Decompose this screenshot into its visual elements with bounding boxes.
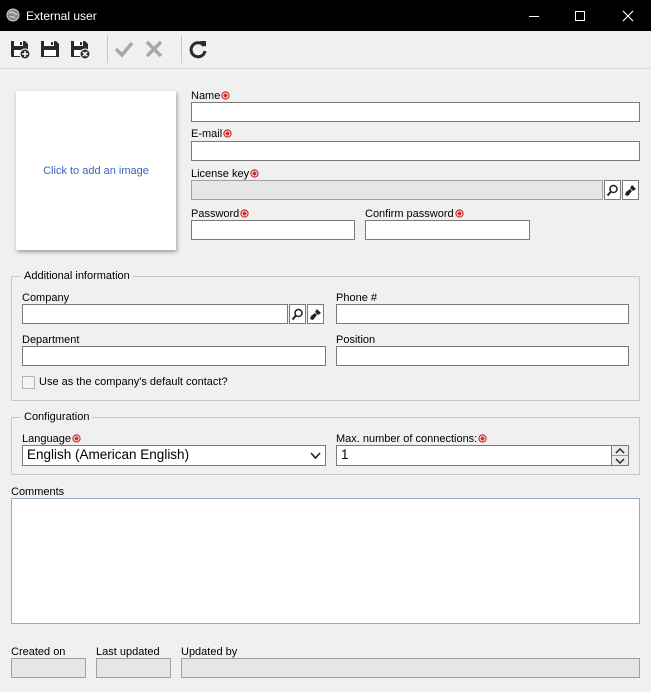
created-on-label: Created on — [11, 646, 66, 658]
required-icon — [250, 169, 259, 178]
last-updated-input — [96, 658, 171, 678]
position-label: Position — [336, 334, 376, 346]
add-image-box[interactable] — [16, 91, 176, 250]
chevron-up-icon — [615, 448, 625, 454]
save-new-icon — [9, 38, 31, 60]
additional-information-title: Additional information — [21, 270, 133, 282]
confirm-password-input[interactable] — [365, 220, 530, 240]
password-label-text: Password — [191, 208, 240, 220]
password-label — [191, 208, 249, 220]
refresh-icon — [187, 38, 209, 60]
add-image-label: Click to add an image — [43, 164, 149, 177]
updated-by-label: Updated by — [181, 646, 238, 658]
last-updated-label: Last updated — [96, 646, 160, 658]
company-label: Company — [22, 292, 70, 304]
default-contact-label: Use as the company's default contact? — [39, 376, 228, 388]
minimize-button[interactable] — [511, 0, 557, 31]
company-search-button[interactable] — [289, 304, 306, 324]
email-input[interactable] — [191, 141, 640, 161]
toolbar-separator — [107, 35, 108, 63]
max-connections-input[interactable] — [336, 445, 612, 466]
comments-textarea[interactable] — [11, 498, 640, 624]
save-close-icon — [69, 38, 91, 60]
company-input[interactable] — [22, 304, 288, 324]
language-select[interactable] — [22, 445, 326, 466]
close-icon — [622, 10, 634, 22]
close-button[interactable] — [605, 0, 651, 31]
globe-icon — [6, 8, 20, 22]
required-icon — [221, 91, 230, 100]
window-title: External user — [26, 9, 97, 23]
save-new-button[interactable] — [8, 37, 32, 61]
toolbar — [0, 31, 651, 69]
name-label-text: Name — [191, 90, 221, 102]
password-input[interactable] — [191, 220, 355, 240]
max-connections-label-text: Max. number of connections: — [336, 433, 478, 445]
department-label: Department — [22, 334, 80, 346]
language-label-text: Language — [22, 433, 71, 445]
license-key-label-text: License key — [191, 168, 250, 180]
license-key-input[interactable] — [191, 180, 603, 200]
name-label — [191, 90, 230, 102]
license-key-search-button[interactable] — [604, 180, 621, 200]
save-close-button[interactable] — [68, 37, 92, 61]
max-connections-value: 1 — [341, 447, 349, 462]
license-key-label — [191, 168, 259, 180]
chevron-down-icon — [310, 451, 321, 460]
required-icon — [223, 129, 232, 138]
clear-brush-icon — [624, 184, 637, 197]
chevron-down-icon — [615, 458, 625, 464]
confirm-button[interactable] — [112, 37, 136, 61]
clear-brush-icon — [309, 308, 322, 321]
maximize-icon — [574, 10, 586, 22]
minimize-icon — [528, 10, 540, 22]
phone-label: Phone # — [336, 292, 377, 304]
max-connections-spinner[interactable] — [611, 445, 629, 466]
search-icon — [606, 184, 619, 197]
maximize-button[interactable] — [557, 0, 603, 31]
max-connections-label — [336, 433, 487, 445]
required-icon — [72, 434, 81, 443]
position-input[interactable] — [336, 346, 629, 366]
company-clear-button[interactable] — [307, 304, 324, 324]
check-icon — [113, 38, 135, 60]
save-icon — [39, 38, 61, 60]
language-selected-value: English (American English) — [27, 447, 190, 462]
cancel-icon — [143, 38, 165, 60]
required-icon — [240, 209, 249, 218]
email-label-text: E-mail — [191, 128, 223, 140]
save-button[interactable] — [38, 37, 62, 61]
name-input[interactable] — [191, 102, 640, 122]
updated-by-input — [181, 658, 640, 678]
required-icon — [455, 209, 464, 218]
phone-input[interactable] — [336, 304, 629, 324]
spinner-down-button[interactable] — [612, 455, 628, 465]
required-icon — [478, 434, 487, 443]
license-key-clear-button[interactable] — [622, 180, 639, 200]
confirm-password-label — [365, 208, 464, 220]
configuration-title: Configuration — [21, 411, 92, 423]
cancel-button[interactable] — [142, 37, 166, 61]
refresh-button[interactable] — [186, 37, 210, 61]
default-contact-checkbox[interactable] — [22, 376, 35, 389]
toolbar-separator — [181, 35, 182, 63]
email-label — [191, 128, 232, 140]
language-label — [22, 433, 81, 445]
confirm-password-label-text: Confirm password — [365, 208, 454, 220]
search-icon — [291, 308, 304, 321]
created-on-input — [11, 658, 86, 678]
department-input[interactable] — [22, 346, 326, 366]
title-bar — [0, 0, 651, 31]
comments-label: Comments — [11, 486, 65, 498]
spinner-up-button[interactable] — [612, 446, 628, 455]
